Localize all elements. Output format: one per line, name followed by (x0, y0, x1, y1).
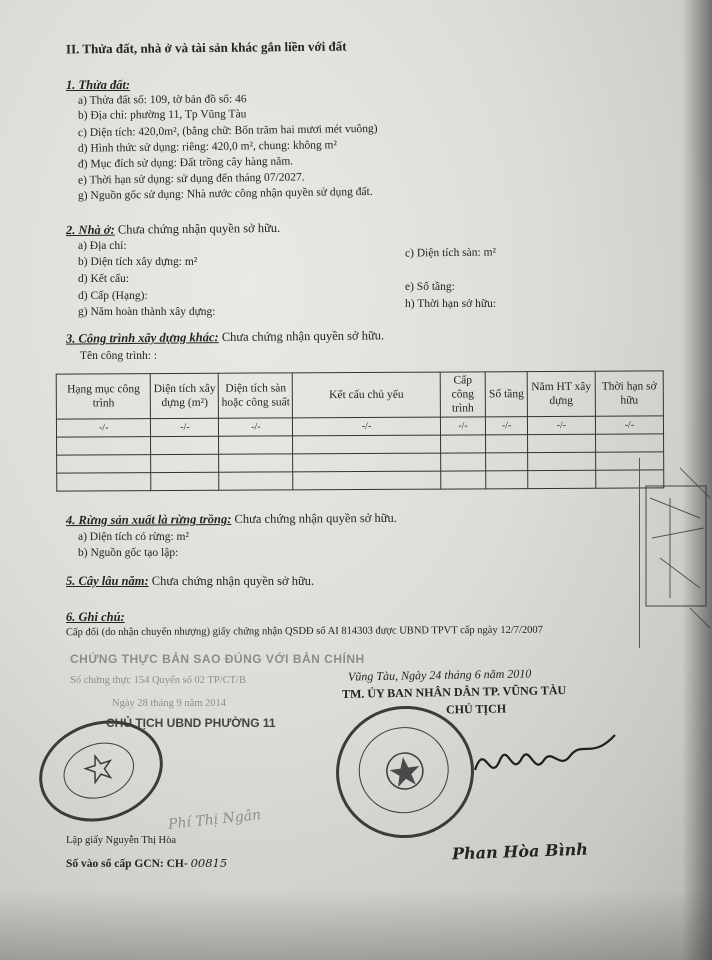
house-item-structure: d) Kết cấu: (78, 273, 130, 285)
issue-date: Vũng Tàu, Ngày 24 tháng 6 năm 2010 (347, 666, 532, 684)
col-item: Hạng mục công trình (56, 374, 151, 419)
house-status: Chưa chứng nhận quyền sở hữu. (117, 220, 281, 237)
house-item-built-area: b) Diện tích xây dựng: m² (78, 256, 198, 268)
col-year: Năm HT xây dựng (527, 371, 595, 416)
forest-status: Chưa chứng nhận quyền sở hữu. (234, 510, 397, 526)
other-works-heading-line (66, 328, 384, 346)
other-works-heading: 3. Công trình xây dựng khác: (65, 330, 219, 346)
issuer-org: TM. ỦY BAN NHÂN DÂN TP. VŨNG TÀU (341, 683, 567, 701)
house-item-floor-area: c) Diện tích sàn: m² (404, 246, 497, 260)
land-item-origin: g) Nguồn gốc sử dụng: Nhà nước công nhận quyền sử dụng đất. (77, 185, 373, 203)
clerk-label: Lập giấy (66, 835, 104, 846)
col-floor-area: Diện tích sàn hoặc công suất (219, 373, 293, 418)
land-item-usage-form: d) Hình thức sử dụng: riêng: 420,0 m², chung: không m² (77, 139, 338, 155)
city-seal (327, 697, 482, 847)
col-grade: Cấp công trình (440, 372, 486, 417)
table-cell: -/- (293, 417, 440, 436)
issuer-role: CHỦ TỊCH (445, 701, 507, 717)
notes-text: Cấp đổi (do nhận chuyển nhượng) giấy chứng nhận QSDĐ số AI 814303 được UBND TPVT cấp ngày 12/7/2007 (65, 624, 543, 639)
page-edge-shadow (682, 0, 712, 960)
land-heading: 1. Thửa đất: (66, 78, 131, 92)
col-structure: Kết cấu chủ yếu (293, 372, 440, 418)
other-works-name-label: Tên công trình: : (80, 350, 157, 362)
forest-item-area: a) Diện tích có rừng: m² (78, 531, 189, 543)
table-cell: -/- (595, 416, 663, 434)
clerk-name: Nguyễn Thị Hòa (105, 835, 177, 846)
house-heading-line (66, 221, 280, 238)
house-item-ownership-term: h) Thời hạn sở hữu: (405, 298, 497, 310)
page-bottom-shadow (0, 890, 712, 960)
notes-heading: 6. Ghi chú: (66, 610, 125, 624)
registry-line (66, 856, 227, 870)
table-cell: -/- (440, 417, 486, 435)
house-item-grade: d) Cấp (Hạng): (78, 290, 148, 302)
table-cell: -/- (486, 417, 528, 435)
forest-heading: 4. Rừng sản xuất là rừng trồng: (65, 512, 232, 528)
perennial-heading-line (66, 574, 314, 589)
col-term: Thời hạn sở hữu (595, 371, 663, 416)
registry-label: Số vào sổ cấp GCN: CH- (66, 858, 188, 870)
col-floors: Số tầng (486, 372, 528, 417)
land-item-area: c) Diện tích: 420,0m², (bằng chữ: Bốn trăm hai mươi mét vuông) (77, 122, 378, 140)
table-cell: -/- (527, 416, 595, 434)
chairman-name: Phan Hòa Bình (451, 839, 589, 864)
table-cell: -/- (151, 418, 219, 436)
table-cell: -/- (56, 419, 150, 437)
registry-number: 00815 (190, 856, 228, 870)
clerk-line (66, 835, 176, 846)
seal-emblem-icon (380, 746, 430, 796)
land-item-address: b) Địa chỉ: phường 11, Tp Vũng Tàu (77, 108, 247, 122)
forest-heading-line (66, 511, 397, 528)
chairman-signature-icon (470, 730, 620, 790)
perennial-heading: 5. Cây lâu năm: (66, 574, 149, 588)
certified-copy-title: CHỨNG THỰC BẢN SAO ĐÚNG VỚI BẢN CHÍNH (70, 652, 365, 666)
col-built-area: Diện tích xây dựng (m²) (151, 373, 219, 418)
table-row (57, 470, 664, 491)
house-item-year: g) Năm hoàn thành xây dựng: (78, 306, 216, 318)
house-item-floors: e) Số tầng: (405, 281, 455, 293)
other-works-status: Chưa chứng nhận quyền sở hữu. (221, 328, 385, 345)
land-item-parcel: a) Thửa đất số: 109, tờ bản đồ số: 46 (77, 93, 247, 107)
certified-copy-date: Ngày 28 tháng 9 năm 2014 (112, 698, 227, 709)
forest-item-origin: b) Nguồn gốc tạo lập: (78, 547, 179, 559)
land-item-term: e) Thời hạn sử dụng: sử dụng đến tháng 07/2027. (77, 171, 305, 187)
section-title: II. Thửa đất, nhà ở và tài sản khác gắn liền với đất (65, 38, 347, 57)
land-item-purpose: đ) Mục đích sử dụng: Đất trồng cây hàng năm. (77, 155, 294, 171)
certified-copy-number: Số chứng thực 154 Quyển số 02 TP/CT/B (70, 675, 246, 686)
construction-table (56, 370, 665, 491)
perennial-status: Chưa chứng nhận quyền sở hữu. (151, 574, 315, 588)
certified-copy-signer: Phí Thị Ngân (167, 807, 262, 833)
table-cell: -/- (219, 418, 293, 436)
house-heading: 2. Nhà ở: (65, 222, 115, 238)
certified-copy-official: CHỦ TỊCH UBND PHƯỜNG 11 (106, 716, 276, 730)
house-item-address: a) Địa chỉ: (78, 240, 127, 252)
table-header-row (56, 371, 663, 419)
